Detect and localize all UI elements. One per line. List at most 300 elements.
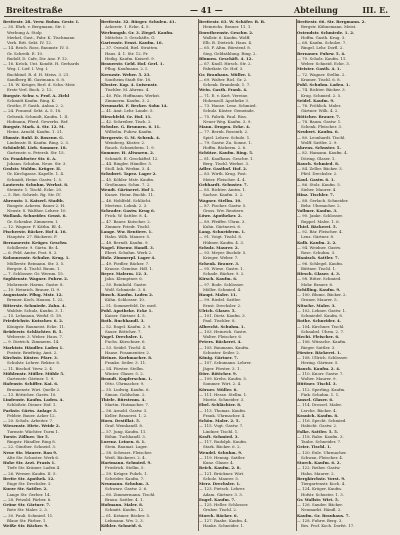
directory-entry-line: — 10. Heinrich. Brauer. II. 9. <box>3 286 61 292</box>
directory-entry-line: Neue Str. Maurer. Bau 9. <box>3 449 58 455</box>
directory-entry-line: Kirsch. Kaufm. 6. <box>199 276 238 282</box>
directory-entry-line: Blaue Str. Färber. 1. <box>7 517 47 523</box>
directory-entry-line: — 107. Schumann. Lehrer. <box>199 360 252 366</box>
directory-entry-line: Simon. Goldschm. 2. <box>105 391 146 397</box>
directory-entry-line: — 115. Vogt. Gastw. 7. <box>199 423 244 429</box>
directory-entry-line: Brandt. Kupferschm. 1. <box>101 376 153 381</box>
directory-entry-line: Schenk. Fleischer. 3. <box>301 124 343 129</box>
directory-entry-line: Neustr. 8. Walther. Lehrer. 10. <box>7 208 67 213</box>
directory-entry-line: Breitestr. 28. Verw. Ruhm. Gestr. I. <box>3 19 80 24</box>
directory-entry-line: — 103. Heinrich. Gastw. <box>199 328 247 334</box>
directory-entry-line: Schade. Bäcker. 9. 2. <box>203 271 245 276</box>
directory-entry-line: Gebhardt. Schuster. 7. <box>199 181 248 187</box>
directory-entry-line: Ehmstr. Ruhl. D. Rosenw. G. <box>3 134 64 140</box>
directory-entry-line: Gr. Wallstr. Wirt. 5. <box>297 496 340 502</box>
directory-entry-line: Roth. Buchhandl. 3. <box>101 318 145 324</box>
directory-entry-line: Verh. Ritt. Sekt. IV. 12. <box>7 40 53 45</box>
directory-entry-line: Gruber. Tischl. 2. <box>203 507 238 513</box>
directory-entry-line: Lerche. Bäcker. 4. <box>301 407 337 413</box>
directory-entry-line: Breite Str. Apothek. 12. <box>3 475 55 481</box>
directory-entry-line: Waldstr. Schulz, Kaufm. 3. 1. <box>7 307 64 313</box>
directory-entry-line: Adam. Gärtner. 3. 3. <box>203 491 244 497</box>
directory-entry-line: Breitestr. 66. Str. Bergmann. 2. <box>297 19 366 24</box>
directory-entry-line: Schwarz. Gastw. 2. 6. <box>105 486 148 492</box>
directory-entry-line: Elb. B. Dietrich. Haus. 4. <box>203 40 253 45</box>
directory-entry-line: Hoffm. Gasth. Krug. 3. <box>301 34 346 40</box>
directory-entry-line: Holz. Zimmerpl. Lager 4. <box>101 255 156 261</box>
directory-entry-line: — 128. Fuhrw. Berg. 3. <box>297 517 343 523</box>
directory-entry-line: Kaiser. Gärtner. 4. 5. <box>105 313 146 318</box>
directory-entry-line: — 13. Bötticher. Gastw. 10. <box>3 391 57 397</box>
directory-entry-line: — 82. Hamann. Kaufm. 4. <box>297 150 348 156</box>
directory-entry-line: Heilig. Kaufm. Kaiserl. 9. <box>105 55 155 61</box>
directory-entry-line: Hering. Gärtner. 5. <box>301 360 339 366</box>
directory-entry-line: Schulz. Küster. Gemeinde. <box>203 108 255 114</box>
directory-entry-line: — 106. Wünsche. Kaufm. <box>297 339 347 345</box>
directory-entry-line: Geier. Tischl. 1. <box>297 444 332 450</box>
directory-entry-line: — 86. Stolz. Kaufm. 5. <box>297 181 341 187</box>
directory-entry-line: Kramer. Tischl. 6. 8. <box>301 76 341 82</box>
directory-entry-line: Sontheim Stadt Str. 18. <box>105 76 152 82</box>
directory-entry-line: Haase. Posamentier. 2. <box>105 349 151 355</box>
directory-entry-line: Seidel. Kaufm. 9. <box>297 97 335 103</box>
directory-entry-line: Tiergartenstr. Koch. 4. <box>301 481 346 486</box>
directory-entry-line: — 14. Reich. Ross, Baumstr. IV. 5. <box>3 45 70 51</box>
directory-entry-line: Neumarkt. Händl. 2. <box>301 507 342 513</box>
directory-entry-line: Stark. Bäcker. 6. 2. <box>203 444 241 450</box>
directory-entry-line: Braun. Sattler. 4. 1. <box>105 496 144 502</box>
directory-entry-line: Hanke. Schneider. 1. <box>203 523 245 528</box>
directory-entry-line: Kolonnenstr. Schulze. Krug. 1. <box>3 255 70 261</box>
directory-entry-line: — 58. Schwarz. Fleischer. <box>101 449 153 455</box>
directory-entry-line: Kranich. Kaufm. 8. <box>297 412 339 418</box>
directory-entry-line: Augustastr. Pflug. Mstr. 12. <box>3 292 63 297</box>
directory-entry-line: Großmann. Schm. 7. 2. <box>105 181 151 187</box>
directory-entry-line: Lindner. Tischl. 1. <box>203 428 239 434</box>
directory-entry-line: — 116. Specht. Schmied. <box>297 418 347 423</box>
directory-entry-line: Jäger. Förster. 3. 1. <box>203 365 241 371</box>
directory-entry-line: — 71. E. v. Kurt. Vereine. <box>199 92 249 98</box>
directory-entry-line: — 119. Hennig. Sattler. <box>199 454 246 460</box>
directory-entry-line: — 124. Krüger. Kaufm. <box>297 486 343 492</box>
directory-entry-line: Kunze. Heinr. Buchb. 11. <box>105 192 155 198</box>
directory-entry-line: — 47. Bauer. Kutscher. 2. <box>101 218 151 224</box>
directory-entry-line: Hofstr. Schuster. 1. 3. <box>301 491 344 497</box>
directory-entry-line: Bergerstr. G. M. Schenk. 4. <box>101 134 161 140</box>
directory-entry-line: — 11. Bischof. Verw. 2. 4. <box>3 365 54 371</box>
directory-entry-line: — 104. Kirchner. Tischl. <box>297 323 345 329</box>
directory-entry-line: — 89. Pfeiffer. Uhrm. 3. <box>199 218 246 224</box>
directory-entry-line: — 18. W. Krüger, Berl. d. Schn.-Mstr. <box>3 82 76 87</box>
directory-entry-line: Löwe. Apotheker. 2. <box>199 213 242 219</box>
directory-entry-line: Wagner. Stellm. 10. <box>199 197 242 203</box>
directory-entry-line: — 56. Arnold. Gastw. 3. <box>101 407 148 413</box>
directory-entry-line: Bauch. Kaufm. 2. 4. <box>297 365 341 371</box>
directory-entry-line: Gärtner. Wilh. 4. 2. <box>301 108 339 114</box>
directory-entry-line: Brüderstr. Schlächter. B. 5. <box>3 328 63 334</box>
directory-entry-line: Lauterstr. Schuhm. Werkst. 8. <box>3 181 69 187</box>
directory-entry-line: Bergstr. 4. Tischl. Baum. 1. <box>7 265 61 271</box>
directory-entry-line: Hahn. Maurer. 2. <box>301 470 335 476</box>
directory-entry-line: Kunz. Glaser. 4. <box>203 460 234 465</box>
directory-entry-line: Grothe, F. Gasth. Anbau 2. 2. <box>7 103 65 108</box>
directory-entry-line: — 44. Ringler. Händler. 5. <box>101 160 153 166</box>
directory-entry-line: — 45. Köhler. Mstr. Kaufm. <box>101 176 155 182</box>
directory-entry-line: Lindenstr. Kaufm. Laden. 4. <box>3 397 64 402</box>
directory-entry-line: Ritterstr. Schmiede. Zahn. 4. <box>3 302 66 308</box>
directory-entry-line: Franke. Seiler. 3. 11. <box>105 360 147 366</box>
directory-entry-line: Schmidt. E. Geschäftsf. 12. <box>105 155 159 161</box>
directory-entry-line: Gartenstr. Ernst. Kaufm. 16. <box>101 40 163 45</box>
directory-entry-line: Schönfeld. Lieb. Sommer. 18. <box>3 145 67 150</box>
directory-entry-line: Neubert. Kaufm. 6. <box>297 129 339 135</box>
directory-entry-line: Weber. Schneid. Ecke. 3. <box>301 61 350 66</box>
directory-entry-line: Pohl. Schuhm. Laden. 1. <box>297 82 350 87</box>
directory-entry-line: Walter. Fleischer. 6. <box>203 334 243 339</box>
directory-entry-line: Meier. Fleischer. 4. 4. <box>203 176 246 182</box>
directory-entry-line: Falke. Sattler. 5. 5. <box>297 428 339 434</box>
directory-entry-line: Weberstr. 3. Weber. Haus. 7. <box>7 334 64 339</box>
directory-entry-line: Ringstr. Händler. Ring 8. <box>7 439 56 444</box>
directory-entry-line: Hanisch. Sattler. 7. <box>297 255 339 261</box>
directory-entry-line: Tischler. M. Ahrens. 4. <box>105 87 150 93</box>
directory-entry-line: Böttcher. Brauer. 7. <box>297 113 341 119</box>
directory-entry-line: Körner. Müller. 6. <box>199 386 238 392</box>
directory-entry-line: Pfeil. Drechsler. 2. <box>301 171 338 177</box>
directory-entry-line: Kolb. Kaufm. 2. 2. <box>297 239 337 245</box>
directory-entry-line: — 52. Engel. Kaufm. 2. 9. <box>101 323 152 329</box>
directory-entry-line: Ringel. Lehr. Dorfl. 2. <box>301 45 344 51</box>
directory-entry-line: Gr. Brauhaus. Müller. 1. <box>199 71 252 77</box>
directory-entry-line: Weiß. Bäckerei. 2. 4. <box>105 454 146 460</box>
directory-entry-line: — 101. Dietz. Kaufm. 3. <box>199 313 246 318</box>
directory-entry-line: Krause. Gemüse. Hdl. 1. <box>105 265 154 271</box>
directory-entry-line: Neumarkt. F. Becker. Sohn 14. <box>101 103 168 108</box>
directory-entry-line: Taube. Schneider. 7. <box>301 439 342 444</box>
directory-entry-line: Gr. Frankfurter Str. 6. A. <box>3 155 57 161</box>
directory-entry-line: — 60. Zimmermann. Tischl. <box>101 491 156 497</box>
directory-entry-line: Storch. Bäcker. 6. <box>199 512 238 518</box>
directory-entry-line: Burgstr. Schw. v. Prof. A. Ziehl <box>3 92 70 98</box>
directory-entry-line: — 73. Hanse. Lenz. Schmied. <box>199 103 257 108</box>
directory-entry-line: Hoffm. Bäckerm. 2. 6. <box>203 145 247 150</box>
directory-entry-line: Merz. Drechsler. 1. <box>199 481 241 486</box>
directory-entry-line: Bes. Prof. Koch. Dorfst. 17. <box>301 523 355 528</box>
directory-entry-line: — 110. Knorr. Gastw. 7. <box>297 370 344 376</box>
directory-entry-line: — 113. Thomas. Kaufm. <box>199 407 247 413</box>
directory-entry-line: Winter. Glaser. 5. 2. <box>105 370 144 376</box>
directory-entry-line: — 68. Kaufm. Schulze. 7. <box>297 40 347 45</box>
directory-entry-line: Bergkirchstr. Vorst. 9. <box>297 475 346 481</box>
directory-entry-line: Schuster. Seiler. 2. <box>203 349 240 355</box>
directory-entry-line: Hüttner. Tischl. 3. <box>297 381 337 387</box>
directory-entry-line: Dörr. Böttcher. 9. <box>199 370 238 376</box>
directory-entry-line: — 6. Feld. Amtsr. Post. 8. 2. <box>3 250 58 255</box>
directory-entry-line: Rauch. Schneiderm. 1. 9. <box>105 145 155 150</box>
directory-entry-line: Beyer. Malerm. 12. 3. <box>101 271 148 276</box>
directory-entry-line: Wendt. Gärtnerei. Hof 1. <box>101 187 155 192</box>
directory-entry-line: Kraft. Schmied. 3. <box>199 433 239 439</box>
directory-entry-line: Schmidt, Heinr. Gastw. 1. 5. <box>7 176 63 182</box>
directory-entry-line: Möller. Schmied. 4. <box>203 286 242 292</box>
directory-entry-line: Buchbind. R. d. H. Meiss. 3. 21. <box>7 71 70 77</box>
directory-entry-line: Marktstr. Händler. Laden 1. <box>3 344 64 350</box>
directory-entry-line: Förster. Bäckerei. 1. <box>297 349 342 355</box>
directory-entry-line: Lang. Schneiderm. 1. <box>199 229 246 234</box>
directory-entry-line: — 99. Riedel. Sattler. <box>199 297 241 303</box>
directory-entry-line: Wollank. Schneider. Grnst. 6. <box>3 213 67 219</box>
directory-entry-line: — 94. Weidner. Gastw. <box>297 244 342 250</box>
directory-entry-line: — 97. Bode. Schlosser. <box>199 281 244 287</box>
directory-entry-line: — 46. Hohlfeld. Schlächt. <box>101 197 152 203</box>
directory-entry-line: Feldstr. Bauer. Acker 12. <box>7 412 56 418</box>
directory-entry-line: Weg. I. Lief. I. Veg. I. <box>7 66 49 72</box>
directory-entry-line: — 5. Ret. Schrieb. Rg. Str. IV. <box>3 192 61 198</box>
directory-entry-line: Busch. Kaufm. Laden 2. <box>101 292 154 297</box>
directory-entry-line: Stoll. Inh. Werkm. 3. 4. <box>105 166 151 171</box>
directory-entry-line: — 84. Zeller. Bäcker. 3. <box>297 166 343 171</box>
directory-entry-line: — 20. Scholz. Arbeiter. 7. <box>3 418 54 423</box>
directory-entry-line: Ahrenstr. 1. Kaiserl. Stadtb. <box>3 197 65 203</box>
directory-entry-line: — 93. Meyer. Buchdr. 5. <box>199 250 247 255</box>
directory-entry-line: — 65. F. Altm. Bürstenf. 8. <box>199 45 251 51</box>
directory-entry-line: Sauer. Böttcher. 7. <box>105 328 142 334</box>
directory-entry-line: — 125. Heller. Schlosser. <box>199 502 249 507</box>
directory-entry-line: Mohr. Brauer. 6. <box>301 281 334 287</box>
directory-entry-line: Schrader. Gastw. Krug 6. <box>101 208 156 213</box>
directory-entry-line: Adler. Gasthof. Hof. 2. <box>199 166 248 171</box>
header-street-name: Breitestraße <box>6 5 63 15</box>
directory-entry-line: Weinberg. Küster. 2. <box>105 139 146 145</box>
directory-entry-line: — 37. Oswald, Biel. Stratten. <box>101 45 159 51</box>
directory-entry-line: Lindenstr. B. Kaufm. Ring. 2. 3. <box>7 139 70 145</box>
directory-entry-line: — 90. Janke. Schlosser. <box>297 213 343 219</box>
directory-entry-line: Wilhelm. Fuhrw. Kaufm. <box>105 129 153 135</box>
directory-entry-line: — 48. Berndt. Kaufm. 9. <box>101 239 149 245</box>
directory-entry-line: — 100. Blume. Bäcker. 2. <box>297 292 347 297</box>
directory-entry-line: Hecht. Fleischer. 6. <box>297 334 340 339</box>
directory-entry-line: Dorotheenstr. Geschw. 2. <box>199 29 254 35</box>
directory-entry-line: Schmitt. Kaufm. 12. <box>105 507 145 513</box>
header-section-code: III. E. <box>362 5 388 15</box>
directory-entry-line: Wallstr. 6. Kaufm. Wolff. <box>203 34 251 40</box>
directory-entry-line: Storch. Kaufm. 6. 2. <box>297 460 341 465</box>
directory-entry-line: Wiesenstr. Hirte. Weide 2. <box>3 423 60 429</box>
directory-entry-line: Schröder. Kaufm. 7. <box>105 475 145 481</box>
directory-entry-line: Stein. Baumat. Lager. <box>105 444 148 450</box>
directory-entry-line: Sandberg Bl. Gastmann. 6. 8. <box>7 76 66 82</box>
column-4 <box>297 19 395 531</box>
directory-entry-line: Blumen. Geschäft. 4. 12. <box>199 55 253 61</box>
directory-entry-line: Behr. Uhrmacher. 2. <box>301 202 341 208</box>
directory-entry-line: Thiel. Bäckerei. 5. <box>297 223 337 229</box>
directory-entry-line: Gartenstr. Gärtner. 1. 9. <box>7 376 55 381</box>
directory-entry-line: Köhler. Schneid. 6. <box>101 523 143 528</box>
directory-entry-line: — 109. Krebs. Kaufm. 5. <box>199 376 248 381</box>
directory-entry-line: Paul. Tischler. 8. <box>203 318 236 324</box>
header-section: Abteilung <box>294 5 338 15</box>
directory-entry-line: Rose. Schuhm. 3. <box>301 250 336 255</box>
directory-entry-line: Sommer. Wirt. 2. 4. <box>203 381 242 387</box>
directory-entry-line: Graf. Weinhandl. 8. <box>105 423 144 429</box>
directory-entry-line: — 79. Gastw. Zu. Sonne. 1. <box>199 139 253 145</box>
directory-entry-line: Bernauerstr. Krüger. Geschw. <box>3 239 68 245</box>
directory-entry-line: Lange Str. Gerber. 14. <box>7 491 51 497</box>
directory-entry-line: Krieger. Weber. 7. <box>203 255 239 261</box>
directory-entry-line: Königstr. Baumeist. Ecke. 11. <box>7 323 66 329</box>
directory-entry-line: Nitsche. Maler. 3. <box>297 302 336 308</box>
directory-entry-line: — 108. Ullrich. Schlosser. <box>297 355 348 360</box>
directory-entry-line: — 127. Raabe. Kaufm. 4. <box>199 517 248 523</box>
directory-entry-line: Martin. Hutmacher. 7. <box>105 402 150 408</box>
directory-entry-line: Schillerstr. 9. Gärtn. Br. 4. <box>7 244 59 250</box>
directory-entry-line: Schmidt Kaufm. Ring. K. <box>7 97 56 103</box>
directory-entry-line: — 30. Ehrh. v. Bergmann, Str. I. <box>3 24 66 30</box>
directory-entry-line: Schilling. Kaufm. 9. <box>297 286 341 292</box>
directory-entry-line: Sophienstr. Wagner. Fuhrw. 2. <box>3 276 69 282</box>
directory-entry-line: Hartmann. Schmied. 9. <box>101 460 152 465</box>
directory-entry-line: — 80. Leonhardt. Tischl. <box>297 134 346 140</box>
directory-entry-line: Lange. Ww. Rentiere. 1. <box>101 229 153 234</box>
directory-entry-line: Ebert. Schuhm. Werk 2. <box>105 250 153 255</box>
directory-entry-line: — 111. Hesse. Stellm. 1. <box>199 391 248 397</box>
directory-entry-line: Torstr. Zöllner. Tor 5. <box>3 433 50 439</box>
directory-entry-line: Turmstr. Wächter. Turm 1. <box>7 428 60 434</box>
directory-entry-line: Meister. Gasth. 4. 1. <box>297 66 341 72</box>
directory-entry-line: — 98. Ritter. Schmied. <box>297 276 342 282</box>
directory-entry-line: — 95. Wiese. Gastw. 1. <box>199 265 244 271</box>
directory-entry-line: — 87. Fischer. Gastw. 5. <box>199 202 247 208</box>
directory-entry-line: Kuhn. Gärtnerei. 6. <box>203 223 242 229</box>
directory-entry-line: Rudolf, D. Cafe, Dir. Anz. F. 12. <box>7 55 69 61</box>
directory-entry-line: Wolff. Sattler. 2. 9. <box>301 139 338 145</box>
directory-entry-line: Werbungsb. Gr. 3. Ziegel. Kaufm. <box>101 29 174 35</box>
directory-entry-line: — 54. Förster. Stellm. <box>101 365 144 371</box>
directory-entry-line: — 22. Günther. Schneid. 3. <box>3 444 57 450</box>
directory-entry-line: Heinze. Korbmacher. 8. <box>101 355 153 360</box>
directory-entry-line: Moritz. Schneider. 3. <box>203 397 245 402</box>
directory-entry-line: Grüne Str. Gärtner. 7. <box>3 502 51 507</box>
directory-entry-line: — 74. Richter. Bäcker. 3. <box>297 87 346 93</box>
directory-entry-line: Sommer. H. Altwaren. 2. <box>101 150 155 156</box>
directory-entry-line: Albrecht. Schuhm. 1. <box>199 323 245 329</box>
directory-entry-line: Schulze. G. Brunnen. 6. 11. <box>101 124 161 129</box>
directory-entry-line: Schön. Maler. 2. 5. <box>199 418 240 423</box>
directory-entry-line: Alte Str. Schuster. Werk 6. <box>7 454 60 460</box>
directory-entry-line: Brunnenstr. Wirt. Quelle 2. <box>7 386 61 392</box>
directory-entry-line: Ahrens. Schuster. 5. <box>297 145 341 150</box>
directory-entry-line: Werbung A. Stolp <box>7 29 42 35</box>
directory-entry-line: — 67. Knoll. Hirsch. Str. 2. <box>199 61 252 66</box>
directory-entry-line: Mittelstr. 3. Geschäfts. G. <box>105 34 156 40</box>
directory-entry-line: Neumann. Schuhm. 3. <box>101 481 150 486</box>
directory-entry-line: Hohenzoll. Apotheke 3. <box>203 97 250 103</box>
directory-entry-line: Schmiedel. Kaufm. 8. <box>301 313 344 318</box>
directory-entry-line: Kurze Str. Sattler. 2. <box>3 486 48 492</box>
directory-entry-line: Gr. Schenkw. Zimmerm. I. <box>7 218 59 224</box>
header-rule <box>4 16 390 17</box>
directory-entry-line: Vollmer. Kaufm. 3. <box>297 208 338 213</box>
directory-entry-line: Kirchstr. Küster. Pfarr. 3. <box>3 355 59 360</box>
directory-entry-line: Wein. Gasth. Frank. 4. <box>199 87 248 93</box>
page-header <box>4 3 396 17</box>
directory-entry-line: Fabrikstr. Gr. Hof. 3. <box>203 66 244 72</box>
directory-entry-line: Kühn. Schlosser. 10. <box>105 297 146 303</box>
directory-entry-line: Wendel. Schuhm. 9. <box>199 449 243 455</box>
directory-entry-line: — 105. Baumann. Kaufm. <box>199 344 250 350</box>
directory-entry-line: Döring. Glaser. 1. <box>301 155 336 161</box>
directory-entry-line: Lehmann. Ww. 2. 3. <box>105 517 144 523</box>
directory-entry-line: Habicht. Gastw. 2. <box>301 423 338 429</box>
directory-entry-line: Haupt. Maler. 11. <box>199 292 238 297</box>
directory-entry-line: — 51. Sommerfeld. Dr. med. <box>101 302 157 308</box>
directory-entry-line: — 88. Gerlach. Schneider. <box>297 197 349 203</box>
directory-entry-line: — 49. Fiedler. Bäcker. 7. <box>101 260 150 266</box>
directory-entry-line: König. Gärtner. 7. <box>199 355 239 360</box>
directory-entry-line: Tiefe Str. Krämer. Laden 4. <box>7 465 61 471</box>
directory-entry-line: — 121. Brückner. Wirt. <box>199 470 245 476</box>
directory-entry-line: Reich. Kaufm. 2. 8. <box>199 465 241 471</box>
directory-entry-line: Ostendstr. Schmiede. 1. 2. <box>297 29 355 35</box>
directory-entry-line: Frank. Uhrmacher. 4. <box>203 412 246 418</box>
column-3 <box>199 19 297 531</box>
directory-entry-line: Rote Str. Maler. 2. 3. <box>7 507 48 513</box>
directory-entry-line: Schenk. Brauer. 3. <box>199 260 240 266</box>
directory-entry-line: — 41. Amt. Lehr. Lande. 5. <box>101 108 154 114</box>
directory-entry-line: — 70. Scholz. Kaufm. 11. <box>297 55 347 61</box>
directory-entry-line: Hofmann, Pferd. Gewerbs. Ref. <box>7 118 69 124</box>
directory-entry-line: Brauerstr. Geld. Hof. Gerl. 1. <box>101 61 164 66</box>
directory-entry-line: — 117. Rudolph. Kaufm. <box>199 439 248 444</box>
directory-entry-line: — 102. Lehner. Gastw. 1. <box>297 307 347 313</box>
directory-entry-line: — 77. Bernh. Rosenth. 2. <box>199 129 249 135</box>
directory-entry-line: Gross. Ww. Rentiere. <box>203 208 245 213</box>
directory-entry-line: Schubert. Tapez. Lager 2. <box>101 171 157 177</box>
directory-entry-line: Peters. Bäckerei. 4. <box>199 339 242 345</box>
directory-entry-line: Enge Str. Drechsler. 3. <box>7 481 52 486</box>
directory-entry-line: — 78. Baum. Gastw. 1. <box>297 118 342 124</box>
directory-entry-line: — 15. Lehmann, Werkf. G. 18. <box>3 313 63 318</box>
directory-entry-line: — 69. Walter. Ricl. Gr. 2. <box>199 76 248 82</box>
directory-entry-line: Keller. Brauerei. 1. 2. <box>105 412 148 418</box>
directory-entry-line: Gr. Kirchgasse. Kapelle. 1. 4. <box>7 171 65 177</box>
directory-entry-line: — 118. Rabe. Kaufm. 3. <box>297 433 344 439</box>
directory-entry-line: Ackerstr. 1. Ecke. 4. 5. <box>105 24 150 30</box>
directory-entry-line: Mann. Drogen. Ecke. 4. <box>199 124 251 129</box>
directory-entry-line: — 24. Frauenf. Sekt. A. 5. 18. <box>3 108 62 114</box>
directory-entry-line: Gralstr. Waldm. Krüger. II. <box>3 166 62 171</box>
directory-entry-line: Bremer. Koch. Hausm. 1. 22. <box>7 297 64 303</box>
directory-entry-line: Sachse. Kaufm. 3. 2. <box>203 192 244 198</box>
directory-entry-line: Breitestr. 63. W. Schäfer. B. B. <box>199 19 266 24</box>
directory-entry-line: Engel. Kaufm. 7. <box>199 496 236 502</box>
directory-entry-line: — 55. Ludwig. Kaufm. 6. <box>101 386 150 392</box>
directory-entry-line: — 40. Pilz. Hoffmann. Werkst. <box>101 92 161 98</box>
column-2 <box>101 19 199 531</box>
directory-entry-line: Zimmerm. Kaufm. 3. 2. <box>105 97 151 103</box>
directory-entry-line: Fischerstr. Bäcker. Hof 4. 16. <box>3 229 67 234</box>
directory-entry-line: Schnabel. Uhrm. 2. 7. <box>301 328 345 334</box>
directory-entry-line: Spiel. Lehrer. Schule. 1. <box>203 134 251 140</box>
directory-entry-line: — 83. Wirth. Krug. Post. <box>199 171 247 177</box>
directory-entry-line: Kloster. Kap. 4. Luisenstr. <box>101 82 158 87</box>
directory-entry-line: Friedrich. Stellm. 5. <box>105 465 145 471</box>
directory-entry-line: Hauptstr. 27. Bäckerei. F. <box>7 234 58 240</box>
directory-entry-line: Jahn. Klemptner. 6. <box>105 276 143 282</box>
directory-entry-line: Schloßstr. Diener. Hof. 1. <box>7 402 57 408</box>
directory-entry-line: — 91. Voigt. Tischl. 8. <box>199 234 243 240</box>
directory-entry-line: — 126. Sander. Bäcker. <box>297 502 343 507</box>
